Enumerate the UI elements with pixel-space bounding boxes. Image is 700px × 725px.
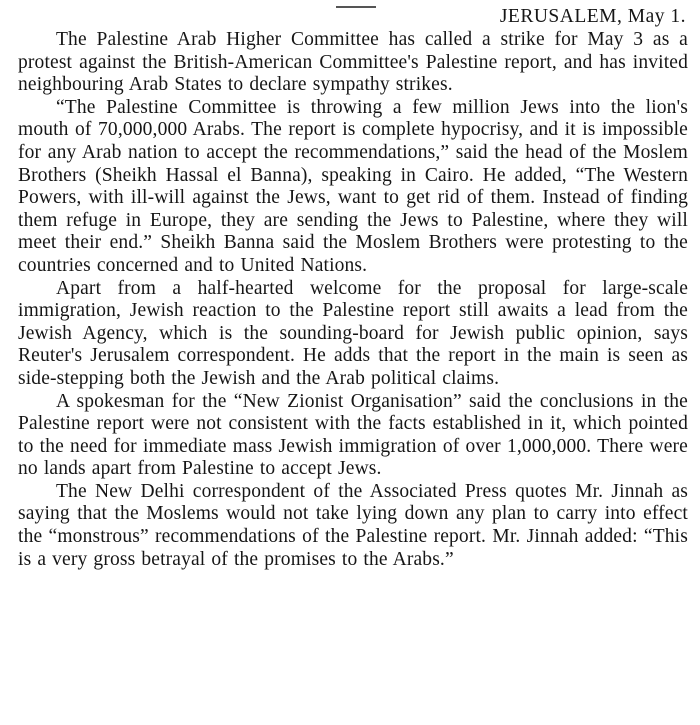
paragraph-jinnah: The New Delhi correspondent of the Associated Press quotes Mr. Jinnah as saying that the Moslems would not take lying down any plan to carry into effect the “monstrous” recommendations of the Palestine report. Mr. Jinnah added: “This is a very gross betrayal of the promises to the Arabs.” xyxy=(18,480,688,570)
paragraph-moslem-brothers: “The Palestine Committee is throwing a few million Jews into the lion's mouth of 70,000,000 Arabs. The report is complete hypocrisy, and it is impossible for any Arab nation to accept the recommendations,” said the head of the Moslem Brothers (Sheikh Hassal el Banna), speaking in Cairo. He added, “The Western Powers, with ill-will against the Jews, want to get rid of them. Instead of finding them refuge in Europe, they are sending the Jews to Palestine, where they will meet their end.” Sheikh Banna said the Moslem Brothers were protesting to the countries concerned and to United Nations. xyxy=(18,96,688,276)
paragraph-zionist-spokesman: A spokesman for the “New Zionist Organisation” said the conclusions in the Palestine report were not consistent with the facts established in it, which pointed to the need for immediate mass Jewish immigration of over 1,000,000. There were no lands apart from Palestine to accept Jews. xyxy=(18,390,688,480)
article-body xyxy=(18,29,688,571)
column-rule xyxy=(336,6,376,8)
newspaper-clipping xyxy=(0,6,700,725)
paragraph-jewish-reaction: Apart from a half-hearted welcome for the proposal for large-scale immigration, Jewish reaction to the Palestine report still awaits a lead from the Jewish Agency, which is the sounding-board for Jewish public opinion, says Reuter's Jerusalem correspondent. He adds that the report in the main is seen as side-stepping both the Jewish and the Arab political claims. xyxy=(18,277,688,389)
paragraph-strike-call: The Palestine Arab Higher Committee has called a strike for May 3 as a protest against the British-American Committee's Palestine report, and has invited neighbouring Arab States to declare sympathy strikes. xyxy=(18,29,688,96)
dateline: JERUSALEM, May 1. xyxy=(499,6,686,27)
